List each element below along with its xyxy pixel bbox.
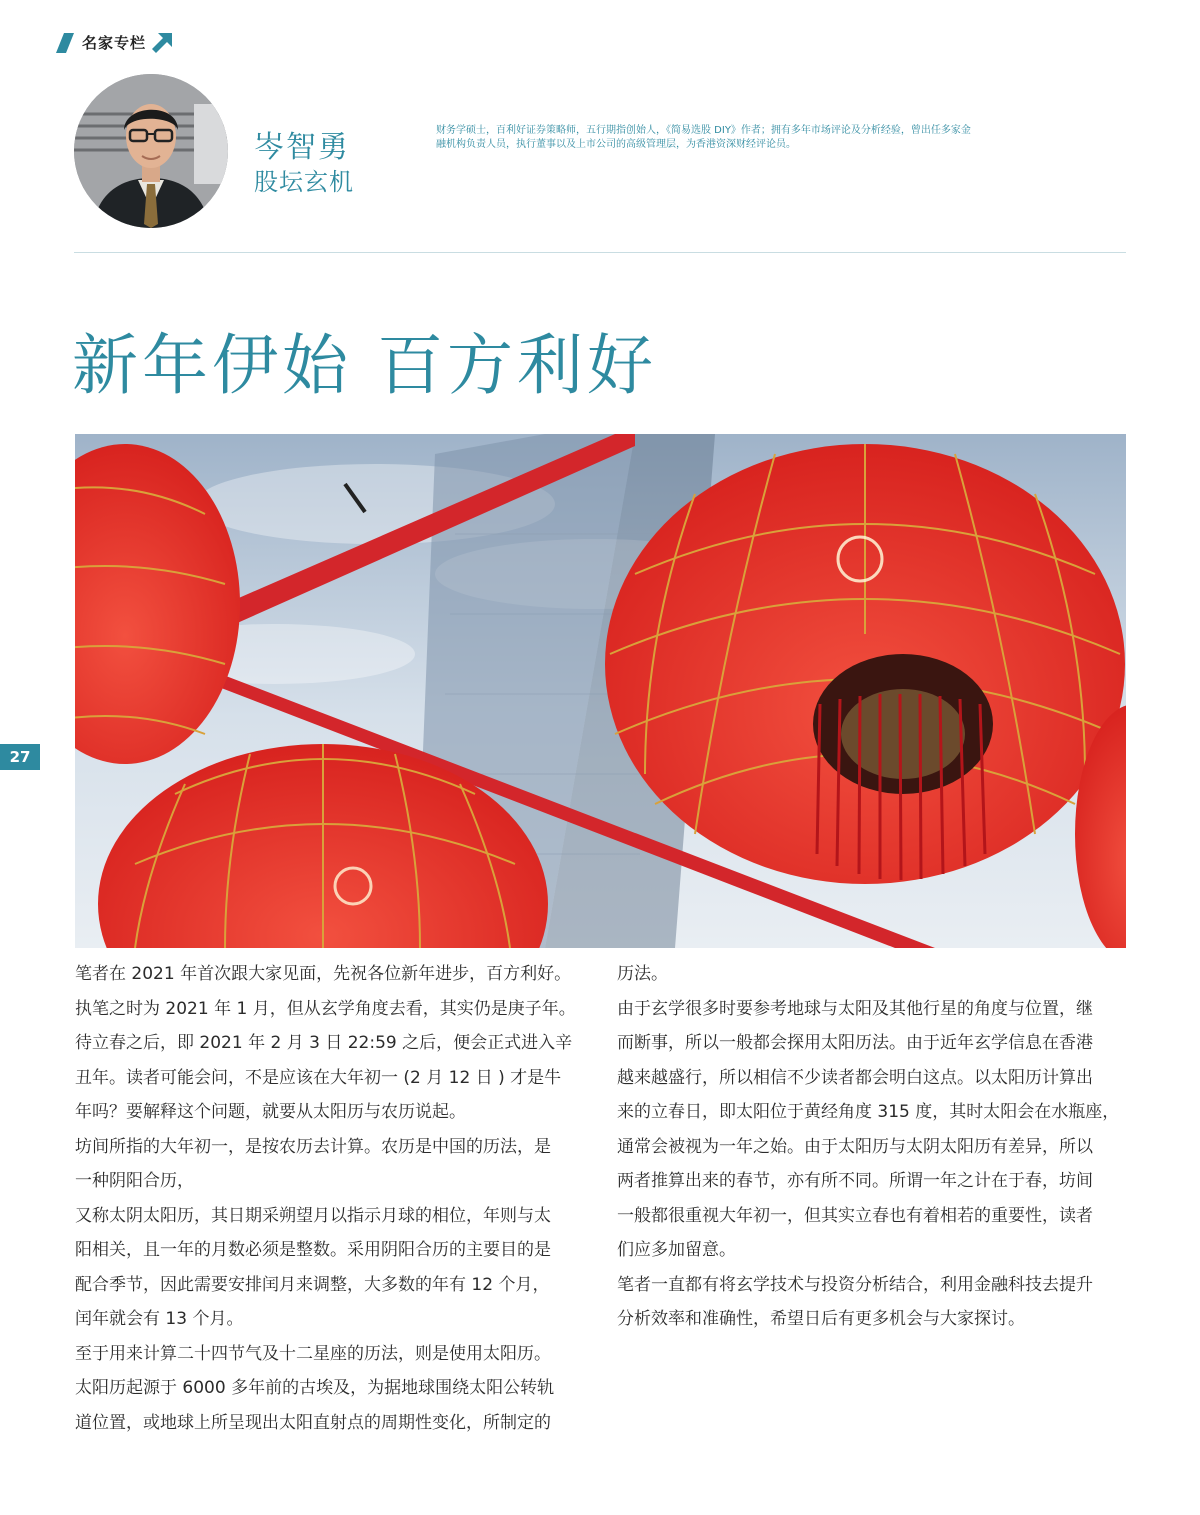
lantern-right-main	[605, 444, 1125, 884]
article-column-left	[75, 957, 587, 1440]
article-line: 配合季节，因此需要安排闰月来调整，大多数的年有 12 个月，	[75, 1274, 550, 1295]
hero-image-lanterns	[75, 434, 1126, 948]
article-line: 阳相关，且一年的月数必须是整数。采用阴阳合历的主要目的是	[75, 1240, 551, 1260]
article-line: 待立春之后，即 2021 年 2 月 3 日 22:59 之后，便会正式进入辛	[75, 1033, 573, 1053]
article-line: 笔者在 2021 年首次跟大家见面，先祝各位新年进步，百方利好。	[75, 964, 572, 984]
article-line: 一般都很重视大年初一，但其实立春也有着相若的重要性，读者	[617, 1205, 1093, 1226]
author-name: 岑智勇	[254, 130, 350, 165]
article-title: 新年伊始 百方利好	[72, 327, 657, 404]
article-line: 道位置，或地球上所呈现出太阳直射点的周期性变化，所制定的	[75, 1412, 551, 1433]
author-column-title: 股坛玄机	[254, 168, 354, 196]
article-column-right	[617, 957, 1129, 1337]
article-line: 坊间所指的大年初一，是按农历去计算。农历是中国的历法，是	[75, 1136, 551, 1157]
section-label: 名家专栏	[82, 34, 147, 52]
article-line: 历法。	[617, 964, 668, 984]
section-header	[56, 32, 172, 53]
article-line: 越来越盛行，所以相信不少读者都会明白这点。以太阳历计算出	[617, 1067, 1093, 1088]
article-line: 分析效率和准确性，希望日后有更多机会与大家探讨。	[617, 1309, 1025, 1329]
article-line: 又称太阴太阳历，其日期采朔望月以指示月球的相位，年则与太	[75, 1205, 551, 1226]
article-line: 来的立春日，即太阳位于黄经角度 315 度，其时太阳会在水瓶座，	[617, 1102, 1120, 1122]
author-bio	[436, 124, 1006, 152]
article-line: 笔者一直都有将玄学技术与投资分析结合，利用金融科技去提升	[617, 1274, 1093, 1295]
article-line: 执笔之时为 2021 年 1 月，但从玄学角度去看，其实仍是庚子年。	[75, 998, 576, 1019]
author-avatar	[74, 74, 228, 228]
article-line: 年吗？要解释这个问题，就要从太阳历与农历说起。	[75, 1102, 466, 1122]
article-line: 一种阴阳合历，	[75, 1171, 194, 1191]
author-bio-line: 融机构负责人员，执行董事以及上市公司的高级管理层，为香港资深财经评论员。	[436, 139, 796, 150]
article-line: 们应多加留意。	[617, 1240, 736, 1260]
arrow-icon	[152, 33, 172, 53]
article-line: 通常会被视为一年之始。由于太阳历与太阴太阳历有差异，所以	[617, 1136, 1093, 1157]
article-line: 太阳历起源于 6000 多年前的古埃及，为据地球围绕太阳公转轨	[75, 1378, 555, 1398]
article-line: 丑年。读者可能会问，不是应该在大年初一 (2 月 12 日 ) 才是牛	[75, 1067, 562, 1088]
article-line: 由于玄学很多时要参考地球与太阳及其他行星的角度与位置，继	[617, 998, 1093, 1019]
header-divider	[74, 252, 1126, 253]
page-number-tab: 27	[0, 744, 40, 770]
article-line: 而断事，所以一般都会探用太阳历法。由于近年玄学信息在香港	[617, 1033, 1093, 1053]
article-line: 闰年就会有 13 个月。	[75, 1309, 244, 1329]
article-line: 至于用来计算二十四节气及十二星座的历法，则是使用太阳历。	[75, 1343, 551, 1364]
author-bio-line: 财务学硕士，百利好证券策略师，五行期指创始人，《简易选股 DIY》作者；拥有多年市场评论及分析经验，曾出任多家金	[436, 125, 971, 136]
article-line: 两者推算出来的春节，亦有所不同。所谓一年之计在于春，坊间	[617, 1171, 1093, 1191]
slash-icon	[56, 33, 74, 53]
